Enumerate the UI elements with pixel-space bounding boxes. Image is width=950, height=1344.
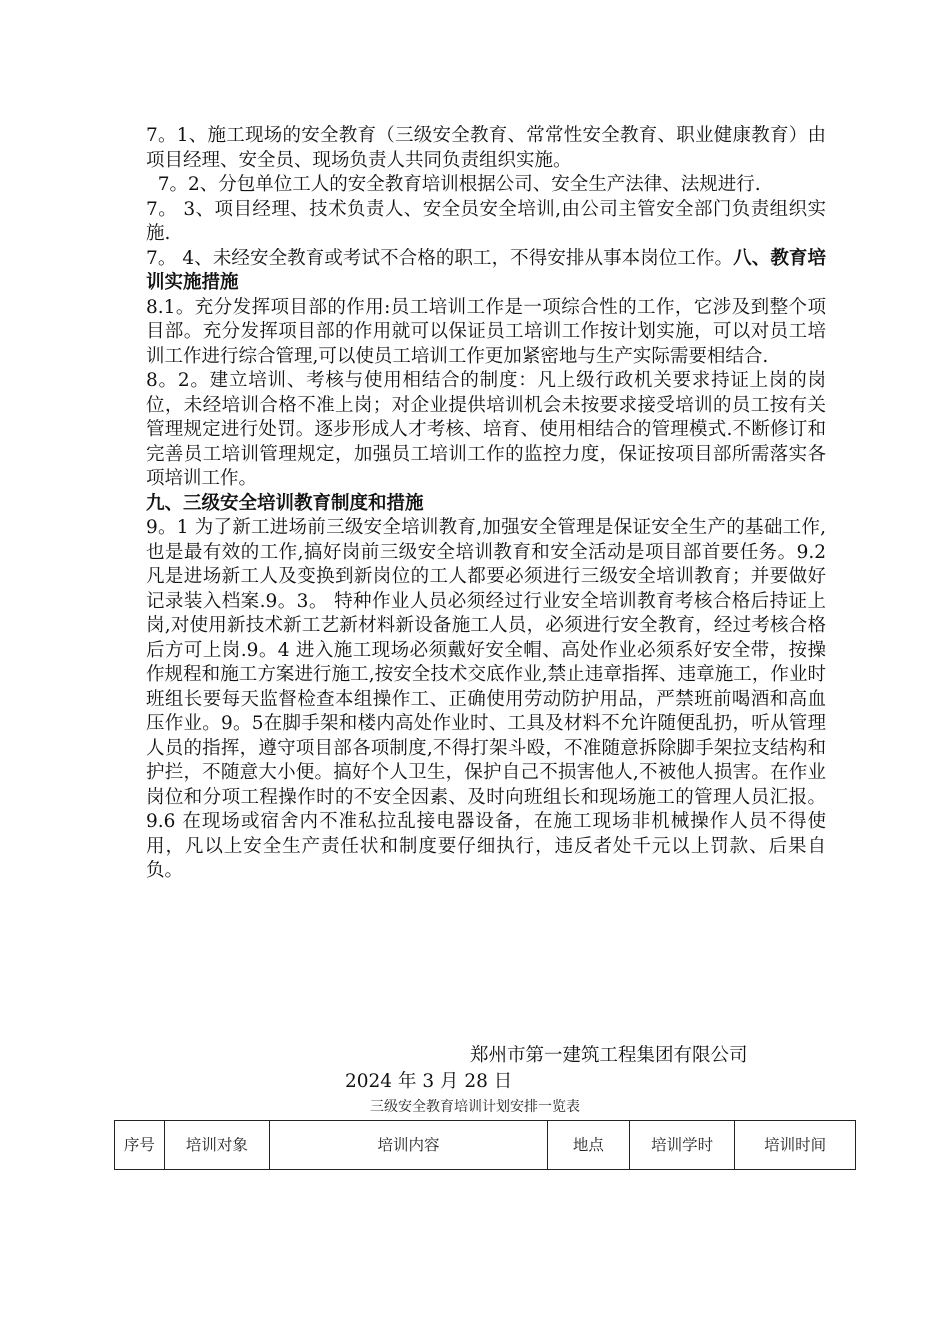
training-plan-table: [114, 1120, 856, 1170]
header-hours: 培训学时: [629, 1121, 734, 1170]
paragraph-7-2: 7。2、分包单位工人的安全教育培训根据公司、安全生产法律、法规进行.: [146, 174, 761, 195]
paragraph-7-3: 7。 3、项目经理、技术负责人、安全员安全培训,由公司主管安全部门负责组织实施.: [146, 198, 826, 244]
table-caption: 三级安全教育培训计划安排一览表: [370, 1099, 580, 1115]
table-header-row: [115, 1121, 856, 1170]
section-9-heading: 九、三级安全培训教育制度和措施: [146, 492, 424, 514]
signature-date: 2024 年 3 月 28 日: [345, 1071, 513, 1092]
company-signature: 郑州市第一建筑工程集团有限公司: [470, 1045, 748, 1066]
paragraph-9: 9。1 为了新工进场前三级安全培训教育,加强安全管理是保证安全生产的基础工作,也是最有效的工作,搞好岗前三级安全培训教育和安全活动是项目部首要任务。9.2 凡是进场新工人及变换到新岗位的工人都要必须进行三级安全培训教育；并要做好记录装入档案.9。3。 特种作业人员必须经过行业安全培训教育考核合格后持证上岗,对使用新技术新工艺新材料新设备施工人员，必须进行安全教育，经过考核合格后方可上岗.9。4 进入施工现场必须戴好安全帽、高处作业必须系好安全带，按操作规程和施工方案进行施工,按安全技术交底作业,禁止违章指挥、违章施工，作业时班组长要每天监督检查本组操作工、正确使用劳动防护用品，严禁班前喝酒和高血压作业。9。5在脚手架和楼内高处作业时、工具及材料不允许随便乱扔，听从管理人员的指挥，遵守项目部各项制度,不得打架斗殴，不准随意拆除脚手架拉支结构和护拦，不随意大小便。搞好个人卫生，保护自己不损害他人,不被他人损害。在作业岗位和分项工程操作时的不安全因素、及时向班组长和现场施工的管理人员汇报。9.6 在现场或宿舍内不准私拉乱接电器设备，在施工现场非机械操作人员不得使用，凡以上安全生产责任状和制度要仔细执行，违反者处千元以上罚款、后果自负。: [146, 517, 826, 881]
header-index: 序号: [115, 1121, 165, 1170]
header-content: 培训内容: [270, 1121, 548, 1170]
header-target: 培训对象: [164, 1121, 269, 1170]
paragraph-8-2: 8。2。建立培训、考核与使用相结合的制度：凡上级行政机关要求持证上岗的岗位，未经培训合格不准上岗；对企业提供培训机会未按要求接受培训的员工按有关管理规定进行处罚。逐步形成人才考核、培育、使用相结合的管理模式.不断修订和完善员工培训管理规定，加强员工培训工作的监控力度，保证按项目部所需落实各项培训工作。: [146, 370, 826, 489]
document-body: [146, 124, 826, 884]
section-8-heading: 八、教育培训实施措施: [146, 247, 826, 293]
paragraph-7-1: 7。1、施工现场的安全教育（三级安全教育、常常性安全教育、职业健康教育）由项目经理、安全员、现场负责人共同负责组织实施。: [146, 125, 826, 171]
header-location: 地点: [547, 1121, 629, 1170]
header-time: 培训时间: [735, 1121, 856, 1170]
paragraph-8-1: 8.1。充分发挥项目部的作用:员工培训工作是一项综合性的工作，它涉及到整个项目部。充分发挥项目部的作用就可以保证员工培训工作按计划实施，可以对员工培训工作进行综合管理,可以使员工培训工作更加紧密地与生产实际需要相结合.: [146, 296, 826, 367]
paragraph-7-4: 7。 4、未经安全教育或考试不合格的职工，不得安排从事本岗位工作。八、教育培训实施措施: [146, 247, 826, 293]
